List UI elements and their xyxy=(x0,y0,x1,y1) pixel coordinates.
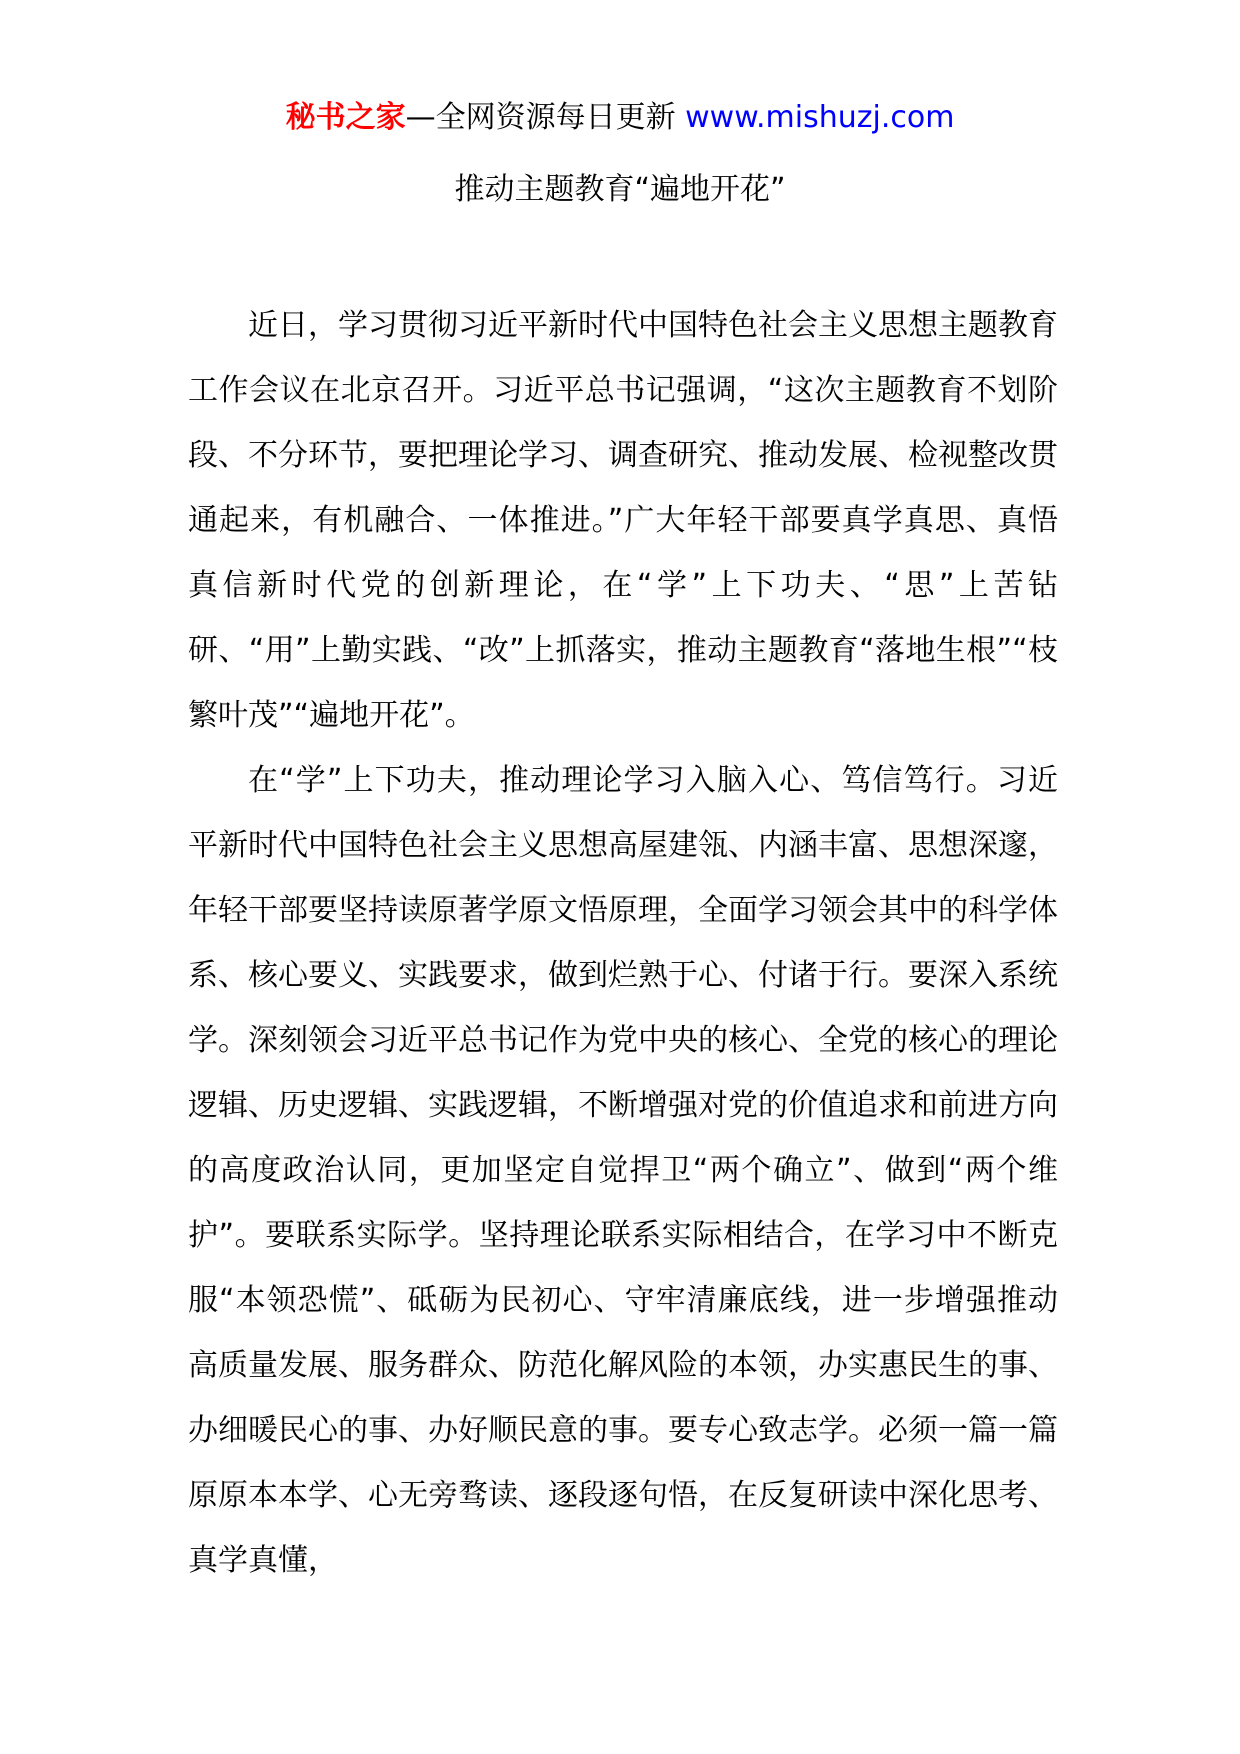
paragraph-2: 在“学”上下功夫，推动理论学习入脑入心、笃信笃行。习近平新时代中国特色社会主义思想高屋建瓴、内涵丰富、思想深邃，年轻干部要坚持读原著学原文悟原理，全面学习领会其中的科学体系、核心要义、实践要求，做到烂熟于心、付诸于行。要深入系统学。深刻领会习近平总书记作为党中央的核心、全党的核心的理论逻辑、历史逻辑、实践逻辑，不断增强对党的价值追求和前进方向的高度政治认同，更加坚定自觉捍卫“两个确立”、做到“两个维护”。要联系实际学。坚持理论联系实际相结合，在学习中不断克服“本领恐慌”、砥砺为民初心、守牢清廉底线，进一步增强推动高质量发展、服务群众、防范化解风险的本领，办实惠民生的事、办细暖民心的事、办好顺民意的事。要专心致志学。必须一篇一篇原原本本学、心无旁骛读、逐段逐句悟，在反复研读中深化思考、真学真懂， xyxy=(188,763,1058,1578)
site-tagline: —全网资源每日更新 xyxy=(405,100,686,135)
document-body xyxy=(188,293,1058,1593)
paragraph-1: 近日，学习贯彻习近平新时代中国特色社会主义思想主题教育工作会议在北京召开。习近平总书记强调，“这次主题教育不划阶段、不分环节，要把理论学习、调查研究、推动发展、检视整改贯通起来，有机融合、一体推进。”广大年轻干部要真学真思、真悟真信新时代党的创新理论，在“学”上下功夫、“思”上苦钻研、“用”上勤实践、“改”上抓落实，推动主题教育“落地生根”“枝繁叶茂”“遍地开花”。 xyxy=(188,308,1058,733)
site-header xyxy=(0,98,1240,138)
site-url-link[interactable]: www.mishuzj.com xyxy=(685,100,955,135)
site-brand: 秘书之家 xyxy=(285,100,406,135)
document-title: 推动主题教育“遍地开花” xyxy=(454,172,786,207)
